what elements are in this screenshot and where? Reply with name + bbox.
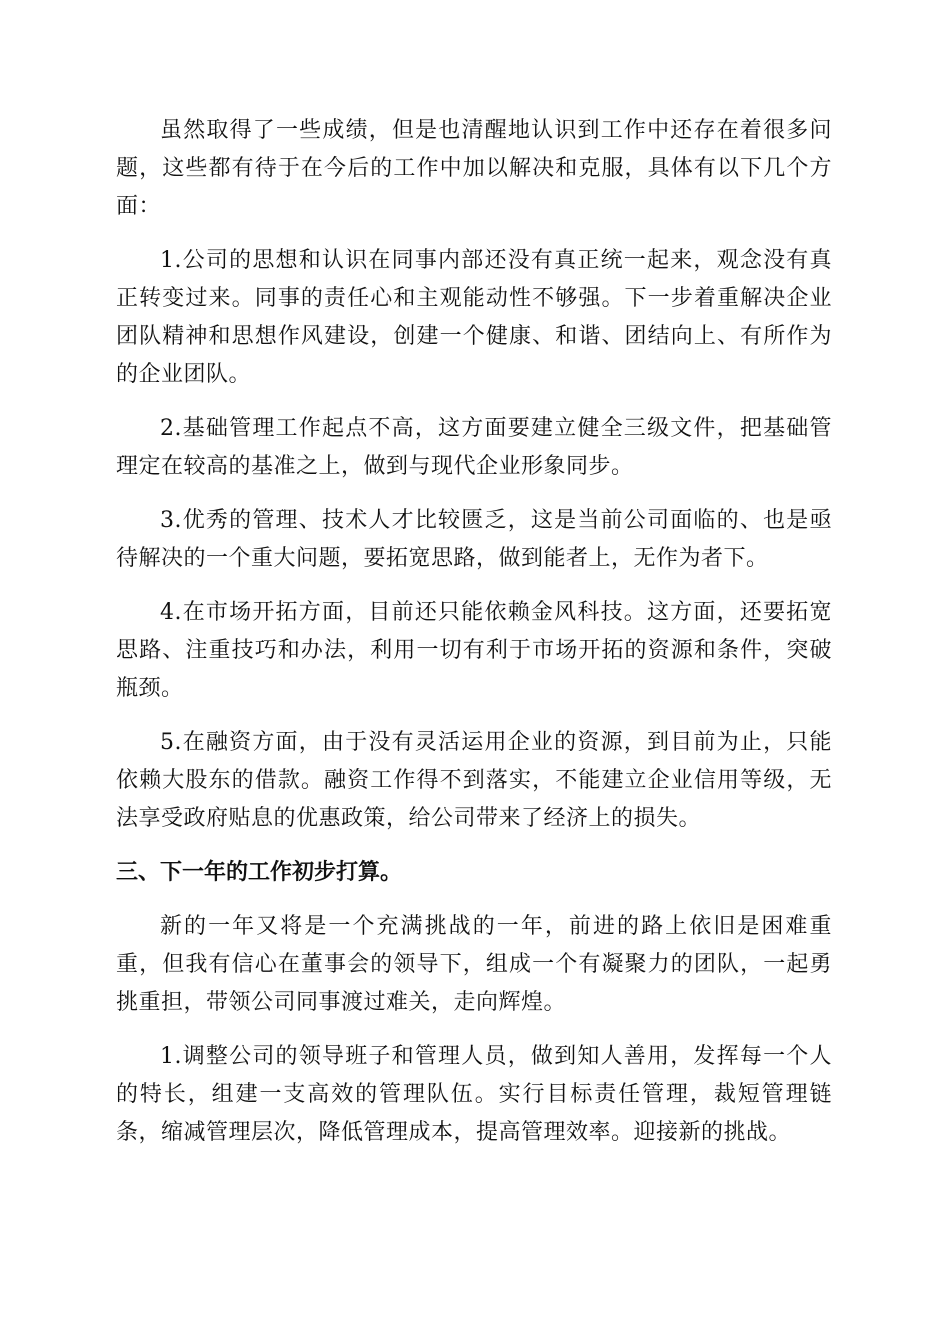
section-heading: 三、下一年的工作初步打算。 [116, 860, 403, 885]
paragraph-problems-intro: 虽然取得了一些成绩，但是也清醒地认识到工作中还存在着很多问题，这些都有待于在今后的工作中加以解决和克服，具体有以下几个方面： [116, 118, 832, 219]
paragraph-problem-5: 5.在融资方面，由于没有灵活运用企业的资源，到目前为止，只能依赖大股东的借款。融资工作得不到落实，不能建立企业信用等级，无法享受政府贴息的优惠政策，给公司带来了经济上的损失。 [116, 730, 832, 831]
paragraph-plan-1: 1.调整公司的领导班子和管理人员，做到知人善用，发挥每一个人的特长，组建一支高效的管理队伍。实行目标责任管理，裁短管理链条，缩减管理层次，降低管理成本，提高管理效率。迎接新的挑战。 [116, 1044, 832, 1145]
paragraph-problem-3: 3.优秀的管理、技术人才比较匮乏，这是当前公司面临的、也是亟待解决的一个重大问题，要拓宽思路，做到能者上，无作为者下。 [116, 508, 832, 571]
paragraph-problem-2: 2.基础管理工作起点不高，这方面要建立健全三级文件，把基础管理定在较高的基准之上，做到与现代企业形象同步。 [116, 416, 832, 479]
paragraph-plan-intro: 新的一年又将是一个充满挑战的一年，前进的路上依旧是困难重重，但我有信心在董事会的领导下，组成一个有凝聚力的团队，一起勇挑重担，带领公司同事渡过难关，走向辉煌。 [116, 914, 832, 1015]
paragraph-problem-4: 4.在市场开拓方面，目前还只能依赖金风科技。这方面，还要拓宽思路、注重技巧和办法，利用一切有利于市场开拓的资源和条件，突破瓶颈。 [116, 600, 832, 701]
paragraph-problem-1: 1.公司的思想和认识在同事内部还没有真正统一起来，观念没有真正转变过来。同事的责任心和主观能动性不够强。下一步着重解决企业团队精神和思想作风建设，创建一个健康、和谐、团结向上、有所作为的企业团队。 [116, 248, 832, 387]
document-page [116, 112, 832, 1168]
